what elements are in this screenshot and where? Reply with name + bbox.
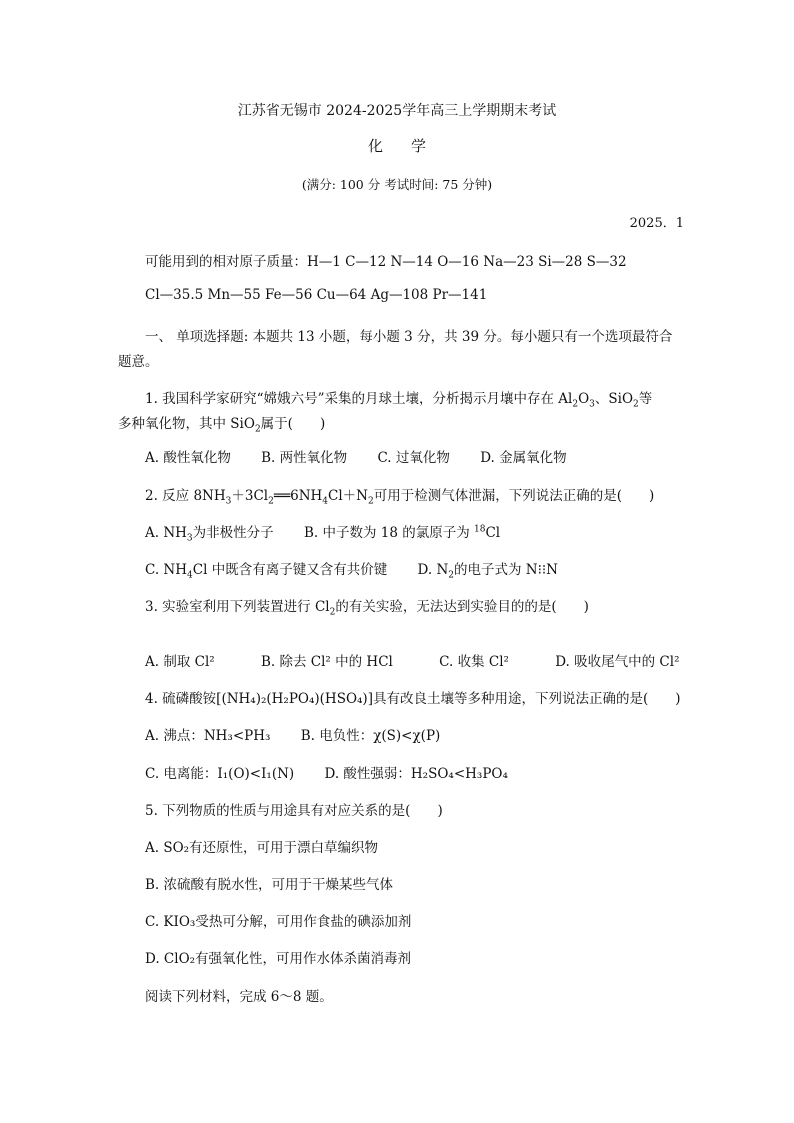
q2-option-b[interactable] [304, 521, 500, 541]
q1-option-d[interactable]: D. 金属氧化物 [480, 450, 567, 466]
q3-text-a: 3. 实验室利用下列装置进行 Cl [145, 599, 330, 615]
exam-meta: (满分: 100 分 考试时间: 75 分钟) [301, 177, 493, 192]
atomic-masses-line1: 可能用到的相对原子质量：H—1 C—12 N—14 O—16 Na—23 Si—28 S—32 [145, 254, 627, 270]
atomic-masses-line2: Cl—35.5 Mn—55 Fe—56 Cu—64 Ag—108 Pr—141 [145, 287, 488, 303]
q2-sub: 3 [186, 533, 193, 544]
q1-text-d: 等 [638, 391, 653, 407]
section-heading: 一、 单项选择题: 本题共 13 小题，每小题 3 分，共 39 分。每小题只有一个选项最符合 [145, 329, 673, 345]
q3-stem [145, 595, 589, 618]
q2-text-b: ＋3Cl [231, 488, 269, 504]
exam-date: 2025．1 [629, 216, 684, 231]
q2-sup: 18 [474, 524, 486, 535]
q2-option-b-text: B. 中子数为 18 的氯原子为 [303, 525, 475, 541]
q1-sub: 2 [254, 424, 261, 435]
q3-option-c[interactable]: C. 收集 Cl² [439, 654, 509, 670]
q5-stem: 5. 下列物质的性质与用途具有对应关系的是( ) [145, 803, 443, 819]
q2-text-c: ══6NH [273, 488, 323, 504]
q4-option-b[interactable]: B. 电负性：χ(S)<χ(P) [300, 728, 441, 744]
q4-option-a[interactable]: A. 沸点：NH₃<PH₃ [145, 728, 271, 744]
exam-subject: 化学 [367, 137, 454, 155]
q1-option-c[interactable]: C. 过氧化物 [377, 450, 450, 466]
q1-stem-line2 [118, 412, 325, 435]
q1-option-a[interactable]: A. 酸性氧化物 [145, 450, 231, 466]
q5-option-b[interactable]: B. 浓硫酸有脱水性，可用于干燥某些气体 [145, 877, 394, 893]
q4-option-d[interactable]: D. 酸性强弱：H₂SO₄<H₃PO₄ [324, 766, 508, 782]
q3-text-b: 的有关实验，无法达到实验目的的是( ) [335, 599, 589, 615]
q2-sub: 2 [268, 496, 274, 507]
q1-sub: 2 [572, 399, 579, 410]
q1-text-f: 属于( ) [260, 416, 326, 432]
q2-sub: 4 [322, 496, 329, 507]
q2-option-b-text: Cl [485, 525, 501, 541]
q2-options-row2 [145, 558, 558, 581]
q4-options-row1 [145, 724, 440, 744]
q2-option-c-text: C. NH [145, 562, 188, 578]
q2-options-row1 [145, 521, 500, 544]
q2-text-e: 可用于检测气体泄漏，下列说法正确的是( ) [373, 488, 655, 504]
q1-text-b: O [578, 391, 590, 407]
q2-sub: 4 [187, 570, 193, 581]
q3-option-d[interactable]: D. 吸收尾气中的 Cl² [555, 654, 680, 670]
q2-option-a-text: A. NH [145, 525, 187, 541]
q1-text-a: 1. 我国科学家研究“嫦娥六号”采集的月球土壤，分析揭示月壤中存在 Al [145, 391, 573, 407]
q2-stem [145, 484, 654, 507]
exam-title: 江苏省无锡市 2024-2025学年高三上学期期末考试 [237, 103, 557, 119]
q3-option-b[interactable]: B. 除去 Cl² 中的 HCl [260, 654, 393, 670]
q5-option-c[interactable]: C. KIO₃受热可分解，可用作食盐的碘添加剂 [145, 914, 412, 930]
q3-option-a[interactable]: A. 制取 Cl² [145, 654, 215, 670]
q5-option-d[interactable]: D. ClO₂有强氧化性，可用作水体杀菌消毒剂 [145, 951, 412, 967]
q1-stem-line1 [145, 387, 652, 410]
q4-stem: 4. 硫磷酸铵[(NH₄)₂(H₂PO₄)(HSO₄)]具有改良土壤等多种用途，下列说法正确的是( ) [145, 691, 681, 707]
q4-options-row2 [145, 762, 508, 782]
q2-text-d: Cl＋N [328, 488, 368, 504]
q2-text-a: 2. 反应 8NH [145, 488, 226, 504]
q1-option-b[interactable]: B. 两性氧化物 [261, 450, 348, 466]
q2-sub: 2 [368, 496, 374, 507]
q2-option-c-text: Cl 中既含有离子键又含有共价键 [192, 562, 388, 578]
q5-option-a[interactable]: A. SO₂有还原性，可用于漂白草编织物 [145, 840, 379, 856]
q4-option-c[interactable]: C. 电离能：I₁(O)<I₁(N) [145, 766, 295, 782]
q1-sub: 3 [589, 399, 595, 410]
q1-sub: 2 [633, 399, 639, 410]
q2-option-d-text: D. N [417, 562, 449, 578]
q2-option-c[interactable] [145, 558, 387, 581]
q1-options [145, 446, 567, 466]
q2-option-a[interactable] [145, 521, 274, 544]
q1-text-c: 、SiO [594, 391, 634, 407]
q2-sub: 2 [448, 570, 454, 581]
q3-options [145, 650, 680, 670]
q2-option-a-text: 为非极性分子 [192, 525, 274, 541]
q2-option-d-text: 的电子式为 N⁝⁝N [454, 562, 558, 578]
q1-text-e: 多种氧化物，其中 SiO [118, 416, 255, 432]
section-heading-cont: 题意。 [118, 354, 159, 370]
q3-sub: 2 [329, 607, 336, 618]
q2-option-d[interactable] [418, 558, 558, 581]
reading-note: 阅读下列材料，完成 6～8 题。 [145, 989, 333, 1005]
q2-sub: 3 [225, 496, 232, 507]
